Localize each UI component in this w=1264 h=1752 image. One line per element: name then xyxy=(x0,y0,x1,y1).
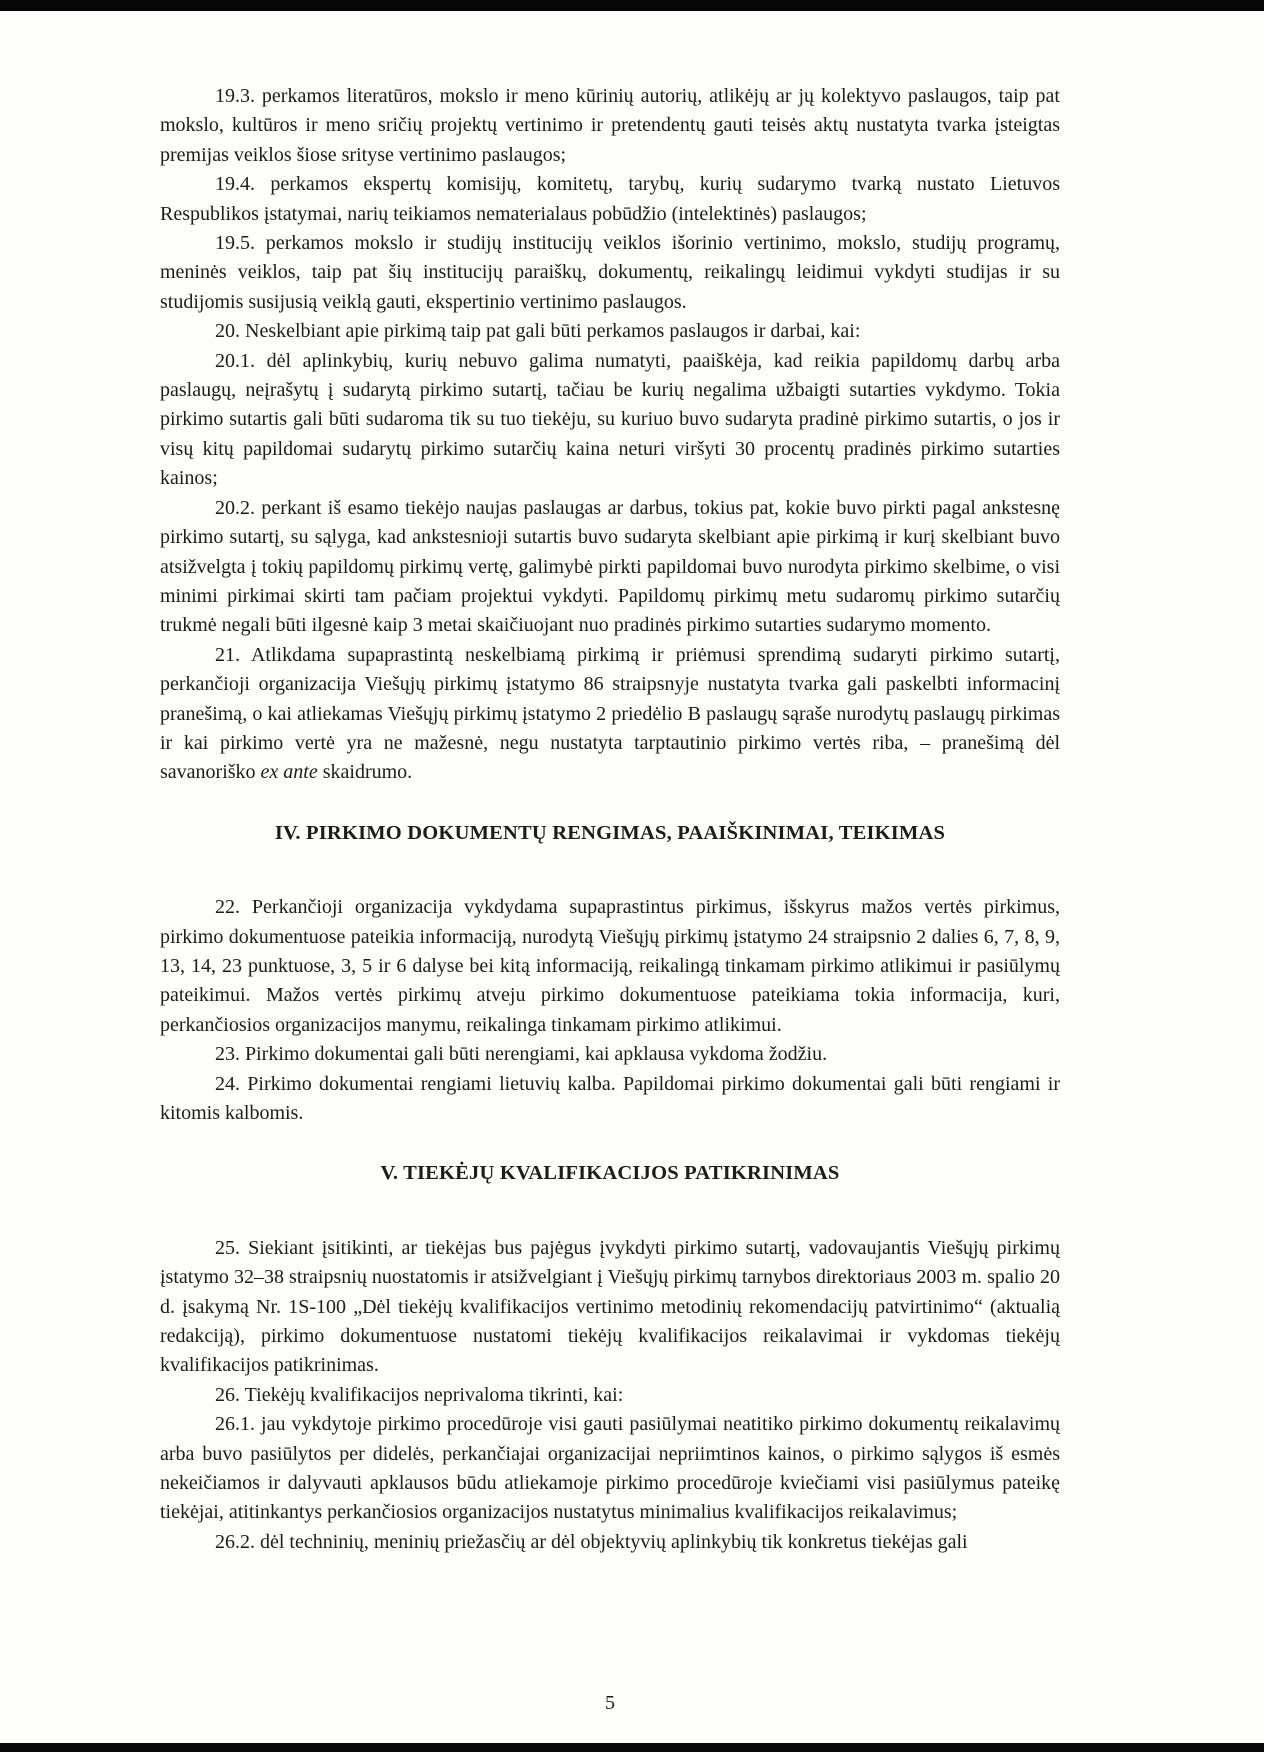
page-number: 5 xyxy=(605,1692,615,1714)
paragraph-26-1: 26.1. jau vykdytoje pirkimo procedūroje visi gauti pasiūlymai neatitiko pirkimo dokumentų reikalavimų arba buvo pasiūlytos per didelės, perkančiajai organizacijai nepriimtinos kainos, o pirkimo sąlygos iš esmės nekeičiamos ir dalyvauti apklausos būdu atliekamoje pirkimo procedūroje kviečiami visi pasiūlymus pateikę tiekėjai, atitinkantys perkančiosios organizacijos nustatytus minimalius kvalifikacijos reikalavimus; xyxy=(160,1413,1060,1524)
section-heading-iv: IV. PIRKIMO DOKUMENTŲ RENGIMAS, PAAIŠKINIMAI, TEIKIMAS xyxy=(274,821,946,844)
paragraph-26-2: 26.2. dėl techninių, meninių priežasčių ar dėl objektyvių aplinkybių tik konkretus tiekėjas gali xyxy=(215,1530,968,1553)
paragraph-26: 26. Tiekėjų kvalifikacijos neprivaloma tikrinti, kai: xyxy=(215,1383,624,1406)
paragraph-24: 24. Pirkimo dokumentai rengiami lietuvių kalba. Papildomai pirkimo dokumentai gali būti rengiami ir kitomis kalbomis. xyxy=(160,1072,1060,1124)
document-page-content xyxy=(160,82,1060,1557)
italic-term-ex-ante: ex ante xyxy=(260,761,318,784)
paragraph-20-2: 20.2. perkant iš esamo tiekėjo naujas paslaugas ar darbus, tokius pat, kokie buvo pirkti pagal ankstesnę pirkimo sutartį, su sąlyga, kad ankstesnioji sutartis buvo sudaryta skelbiant apie pirkimą ir kurį skelbiant buvo atsižvelgta į tokių papildomų pirkimų vertę, galimybė pirkti papildomai buvo nurodyta pirkimo skelbime, o visi minimi pirkimai skirti tam pačiam projektui vykdyti. Papildomų pirkimų metu sudaromų pirkimo sutarčių trukmė negali būti ilgesnė kaip 3 metai skaičiuojant nuo pradinės pirkimo sutarties sudarymo momento. xyxy=(160,496,1060,637)
paragraph-22: 22. Perkančioji organizacija vykdydama supaprastintus pirkimus, išskyrus mažos vertės pirkimus, pirkimo dokumentuose pateikia informaciją, nurodytą Viešųjų pirkimų įstatymo 24 straipsnio 2 dalies 6, 7, 8, 9, 13, 14, 23 punktuose, 3, 5 ir 6 dalyse bei kitą informaciją, reikalingą tinkamam pirkimo atlikimui ir pasiūlymų pateikimui. Mažos vertės pirkimų atveju pirkimo dokumentuose pateikiama tokia informacija, kuri, perkančiosios organizacijos manymu, reikalinga tinkamam pirkimo atlikimui. xyxy=(160,896,1060,1036)
paragraph-19-4: 19.4. perkamos ekspertų komisijų, komitetų, tarybų, kurių sudarymo tvarką nustato Lietuvos Respublikos įstatymai, narių teikiamos nematerialaus pobūdžio (intelektinės) paslaugos; xyxy=(160,173,1060,225)
paragraph-23: 23. Pirkimo dokumentai gali būti nerengiami, kai apklausa vykdoma žodžiu. xyxy=(215,1043,828,1066)
scan-artifact-top-bar xyxy=(0,0,1264,11)
paragraph-20: 20. Neskelbiant apie pirkimą taip pat gali būti perkamos paslaugos ir darbai, kai: xyxy=(215,320,861,343)
paragraph-20-1: 20.1. dėl aplinkybių, kurių nebuvo galima numatyti, paaiškėja, kad reikia papildomų darbų arba paslaugų, neįrašytų į sudarytą pirkimo sutartį, tačiau be kurių negalima užbaigti sutarties vykdymo. Tokia pirkimo sutartis gali būti sudaroma tik su tuo tiekėju, su kuriuo buvo sudaryta pradinė pirkimo sutartis, o jos ir visų kitų papildomai sudarytų pirkimo sutarčių kaina neturi viršyti 30 procentų pradinės pirkimo sutarties kainos; xyxy=(160,349,1060,490)
paragraph-21-text-after: skaidrumo. xyxy=(317,761,413,784)
paragraph-21 xyxy=(160,641,1060,788)
paragraph-19-3: 19.3. perkamos literatūros, mokslo ir meno kūrinių autorių, atlikėjų ar jų kolektyvo paslaugos, taip pat mokslo, kultūros ir meno sričių projektų vertinimo ir pretendentų gauti teisės aktų nustatyta tvarka įsteigtas premijas veiklos šiose srityse vertinimo paslaugos; xyxy=(160,85,1060,166)
paragraph-19-5: 19.5. perkamos mokslo ir studijų institucijų veiklos išorinio vertinimo, mokslo, studijų programų, meninės veiklos, taip pat šių institucijų paraiškų, dokumentų, reikalingų leidimui vykdyti studijas ir su studijomis susijusią veiklą gauti, ekspertinio vertinimo paslaugos. xyxy=(160,232,1060,313)
scan-artifact-bottom-bar xyxy=(0,1743,1264,1752)
paragraph-21-text-before: 21. Atlikdama supaprastintą neskelbiamą pirkimą ir priėmusi sprendimą sudaryti pirkimo sutartį, perkančioji organizacija Viešųjų pirkimų įstatymo 86 straipsnyje nustatyta tvarka gali paskelbti informacinį pranešimą, o kai atliekamas Viešųjų pirkimų įstatymo 2 priedėlio B paslaugų sąraše nurodytų paslaugų pirkimas ir kai pirkimo vertė yra ne mažesnė, negu nustatyta tarptautinio pirkimo vertės riba, – pranešimą dėl savanoriško xyxy=(160,643,1060,784)
paragraph-25: 25. Siekiant įsitikinti, ar tiekėjas bus pajėgus įvykdyti pirkimo sutartį, vadovaujantis Viešųjų pirkimų įstatymo 32–38 straipsnių nuostatomis ir atsižvelgiant į Viešųjų pirkimų tarnybos direktoriaus 2003 m. spalio 20 d. įsakymą Nr. 1S-100 „Dėl tiekėjų kvalifikacijos vertinimo metodinių rekomendacijų patvirtinimo“ (aktualią redakciją), pirkimo dokumentuose nustatomi tiekėjų kvalifikacijos reikalavimai ir vykdomas tiekėjų kvalifikacijos patikrinimas. xyxy=(160,1236,1060,1377)
section-heading-v: V. TIEKĖJŲ KVALIFIKACIJOS PATIKRINIMAS xyxy=(380,1162,840,1185)
